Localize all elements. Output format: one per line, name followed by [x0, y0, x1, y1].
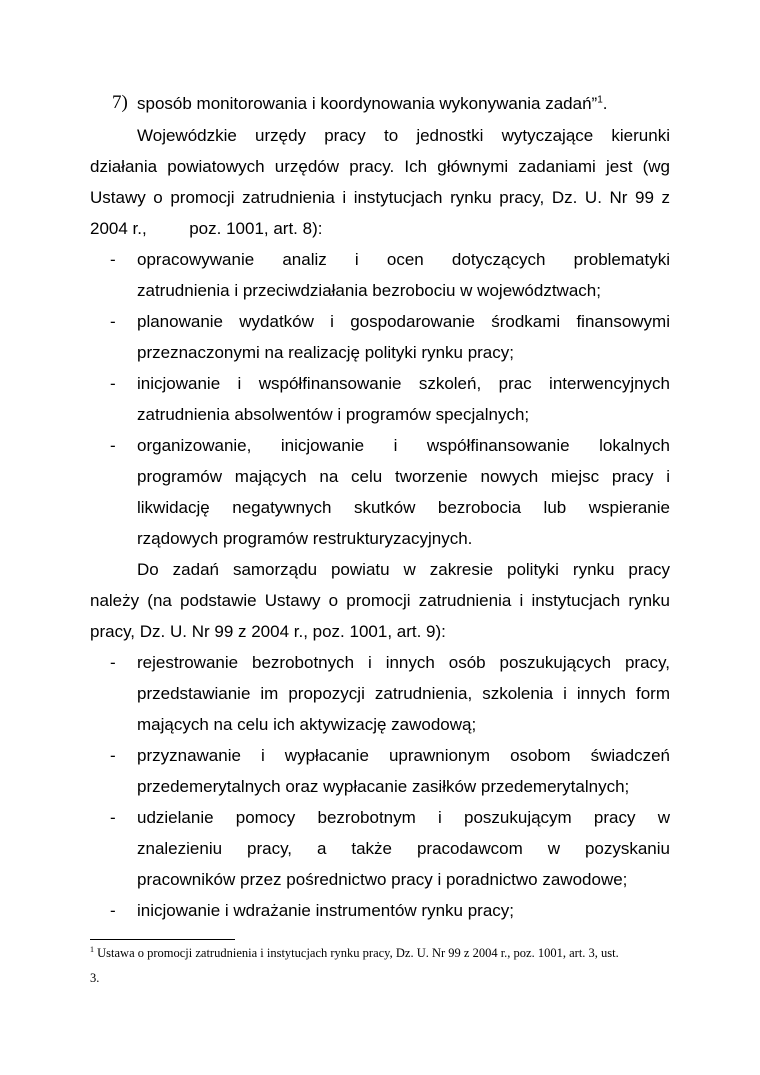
list-item-line: zatrudnienia absolwentów i programów specjalnych; — [137, 405, 530, 424]
list-item-line: zatrudnienia i przeciwdziałania bezrobociu w województwach; — [137, 281, 601, 300]
footnote-separator — [90, 939, 235, 940]
list-item-line: rejestrowanie bezrobotnych i innych osób poszukujących pracy, — [137, 653, 670, 672]
footnote-line: 3. — [90, 971, 100, 985]
list-item-line: udzielanie pomocy bezrobotnym i poszukującym pracy w — [137, 808, 670, 827]
list-item-line: przedstawianie im propozycji zatrudnienia, szkolenia i innych form — [137, 684, 670, 703]
paragraph-line: pracy, Dz. U. Nr 99 z 2004 r., poz. 1001, art. 9): — [90, 622, 446, 641]
list-item-line: znalezieniu pracy, a także pracodawcom w pozyskaniu — [137, 839, 670, 858]
list-item-line: inicjowanie i współfinansowanie szkoleń, prac interwencyjnych — [137, 374, 670, 393]
list-item-line: przedemerytalnych oraz wypłacanie zasiłków przedemerytalnych; — [137, 777, 630, 796]
item7-text: sposób monitorowania i koordynowania wykonywania zadań”$^1$. — [137, 94, 608, 113]
list-item-line: rządowych programów restrukturyzacyjnych. — [137, 529, 473, 548]
paragraph-line: należy (na podstawie Ustawy o promocji zatrudnienia i instytucjach rynku — [90, 591, 670, 610]
paragraph-line: Wojewódzkie urzędy pracy to jednostki wytyczające kierunki — [137, 126, 670, 145]
list-item-line: pracowników przez pośrednictwo pracy i poradnictwo zawodowe; — [137, 870, 628, 889]
list-item-line: przyznawanie i wypłacanie uprawnionym osobom świadczeń — [137, 746, 670, 765]
bullet-dash: - — [110, 808, 116, 827]
list-item-line: mających na celu ich aktywizację zawodową; — [137, 715, 477, 734]
footnote-line: $^1$ Ustawa o promocji zatrudnienia i instytucjach rynku pracy, Dz. U. Nr 99 z 2004 r., poz. 1001, art. 3, ust. — [90, 944, 619, 960]
list-item-line: przeznaczonymi na realizację polityki rynku pracy; — [137, 343, 514, 362]
list-item-line: planowanie wydatków i gospodarowanie środkami finansowymi — [137, 312, 670, 331]
bullet-dash: - — [110, 374, 116, 393]
bullet-dash: - — [110, 436, 116, 455]
bullet-dash: - — [110, 250, 116, 269]
bullet-dash: - — [110, 746, 116, 765]
list-number: 7) — [112, 92, 128, 113]
paragraph-line: działania powiatowych urzędów pracy. Ich głównymi zadaniami jest (wg — [90, 157, 670, 176]
list-item-line: likwidację negatywnych skutków bezrobocia lub wspieranie — [137, 498, 670, 517]
bullet-dash: - — [110, 901, 116, 920]
footnote-ref: 1 — [597, 94, 603, 106]
list-item-line: organizowanie, inicjowanie i współfinansowanie lokalnych — [137, 436, 670, 455]
paragraph-line: Ustawy o promocji zatrudnienia i instytucjach rynku pracy, Dz. U. Nr 99 z — [90, 188, 670, 207]
list-item-line: inicjowanie i wdrażanie instrumentów rynku pracy; — [137, 901, 514, 920]
list-item-line: opracowywanie analiz i ocen dotyczących problematyki — [137, 250, 670, 269]
list-item-line: programów mających na celu tworzenie nowych miejsc pracy i — [137, 467, 670, 486]
bullet-dash: - — [110, 653, 116, 672]
paragraph-line: Do zadań samorządu powiatu w zakresie polityki rynku pracy — [137, 560, 670, 579]
bullet-dash: - — [110, 312, 116, 331]
footnote-number: 1 — [90, 944, 94, 954]
paragraph-line: 2004 r., poz. 1001, art. 8): — [90, 219, 323, 238]
